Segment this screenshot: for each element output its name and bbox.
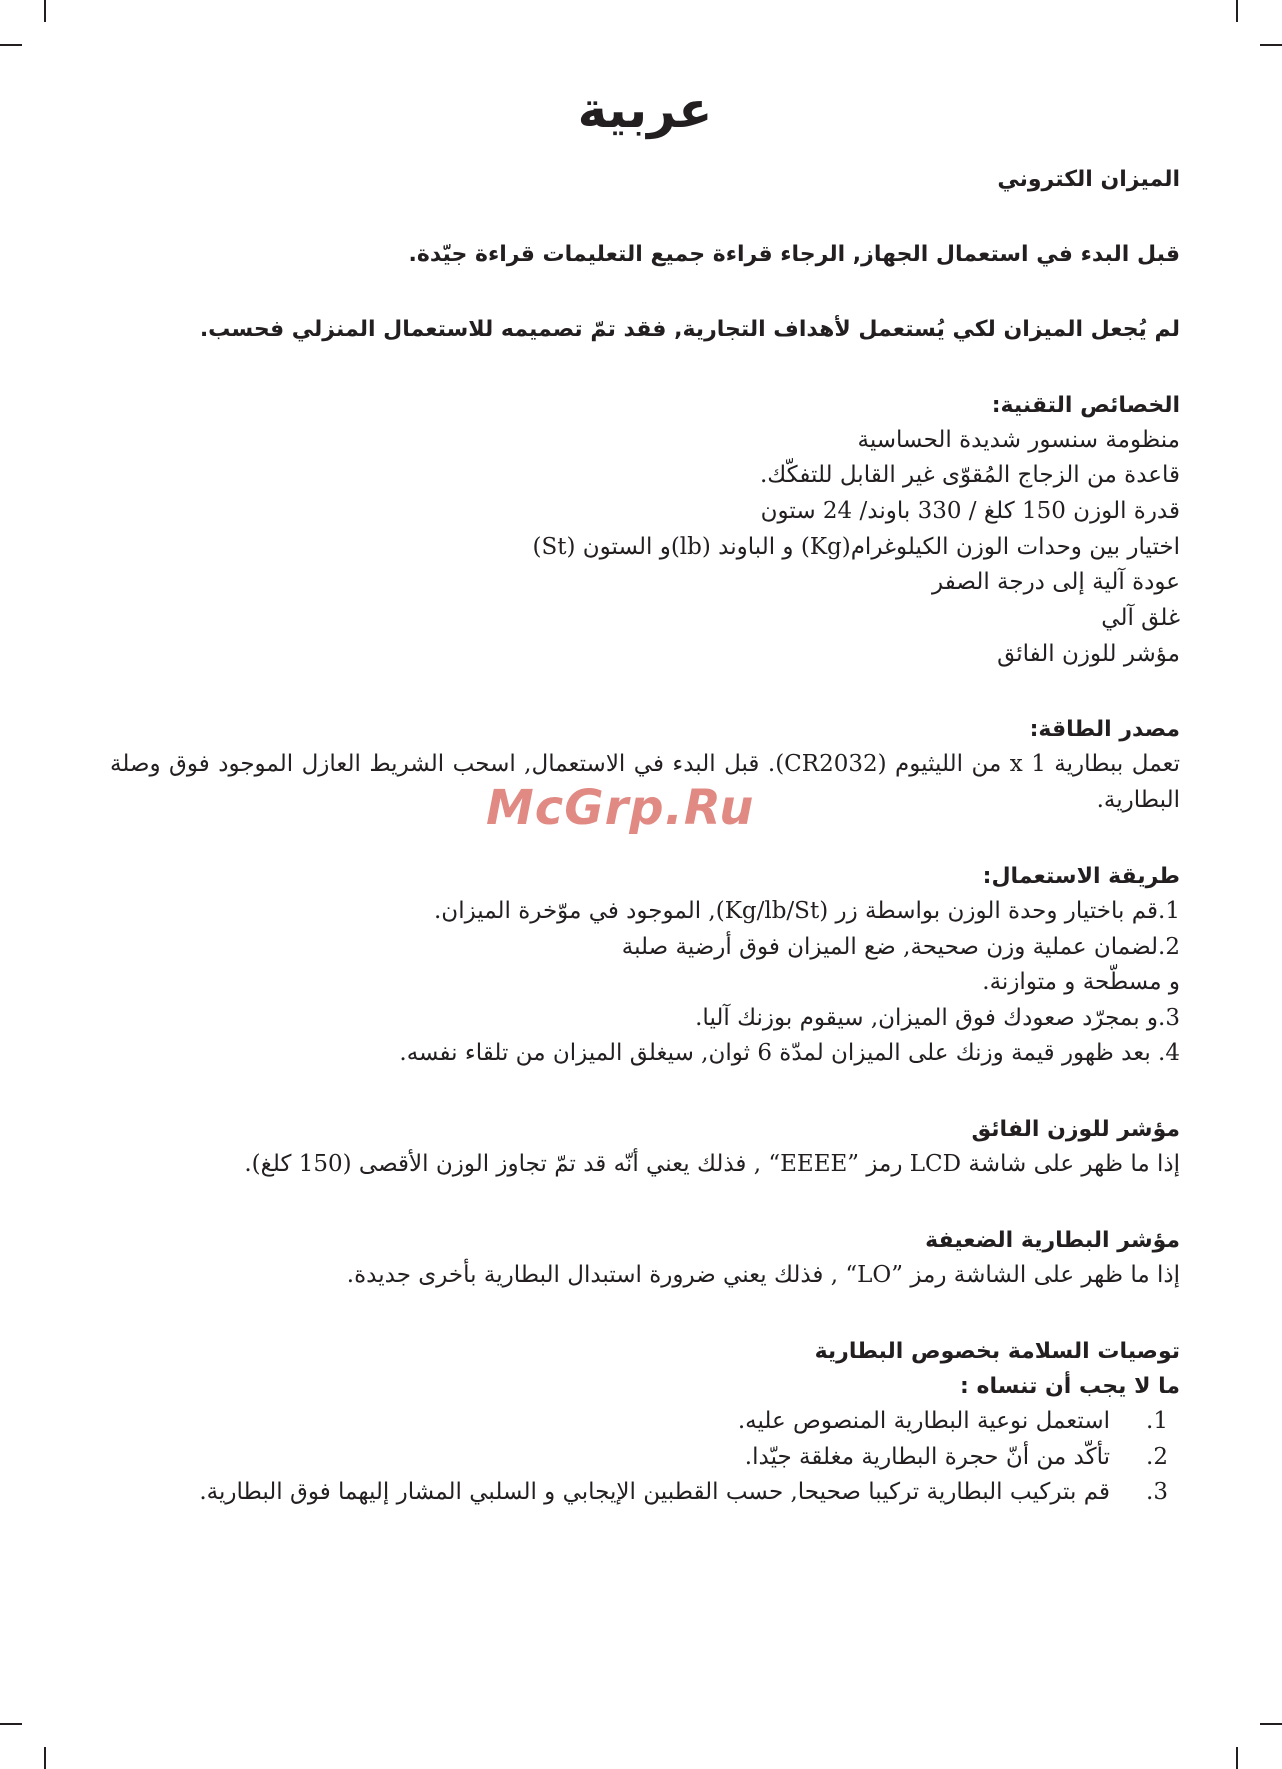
crop-mark — [1260, 1723, 1282, 1725]
spec-item: قاعدة من الزجاج المُقوّى غير القابل للتفكّك. — [759, 462, 1180, 489]
spec-item: عودة آلية إلى درجة الصفر — [932, 569, 1180, 596]
spec-item: مؤشر للوزن الفائق — [997, 640, 1180, 667]
page-title: عربية — [577, 81, 713, 139]
list-number: 1. — [1146, 1408, 1168, 1435]
usage-step: 4. بعد ظهور قيمة وزنك على الميزان لمدّة 6 ثوان, سيغلق الميزان من تلقاء نفسه. — [399, 1040, 1180, 1067]
list-item — [110, 1440, 1180, 1476]
reading-notice: قبل البدء في استعمال الجهاز, الرجاء قراءة جميع التعليمات قراءة جيّدة. — [408, 242, 1180, 268]
household-use-notice: لم يُجعل الميزان لكي يُستعمل لأهداف التجارية, فقد تمّ تصميمه للاستعمال المنزلي فحسب. — [199, 317, 1180, 343]
safety-subheading: ما لا يجب أن تنساه : — [960, 1373, 1180, 1399]
overload-section — [110, 1112, 1180, 1183]
product-name: الميزان الكتروني — [997, 167, 1180, 192]
battery-safety-section — [110, 1334, 1180, 1511]
list-text: استعمل نوعية البطارية المنصوص عليه. — [737, 1408, 1110, 1435]
power-section — [110, 712, 1180, 818]
list-text: تأكّد من أنّ حجرة البطارية مغلقة جيّدا. — [744, 1443, 1110, 1470]
list-item — [110, 1404, 1180, 1440]
low-battery-text: إذا ما ظهر على الشاشة رمز ”LO“ , فذلك يعني ضرورة استبدال البطارية بأخرى جديدة. — [346, 1262, 1180, 1289]
specs-heading: الخصائص التقنية: — [991, 392, 1180, 418]
usage-step: 3.و بمجرّد صعودك فوق الميزان, سيقوم بوزنك آليا. — [695, 1004, 1180, 1031]
crop-mark — [44, 1747, 46, 1769]
usage-heading: طريقة الاستعمال: — [982, 863, 1180, 889]
usage-step: 2.لضمان عملية وزن صحيحة, ضع الميزان فوق أرضية صلبة — [621, 933, 1180, 960]
safety-heading: توصيات السلامة بخصوص البطارية — [814, 1338, 1180, 1364]
power-heading: مصدر الطاقة: — [1029, 717, 1180, 743]
usage-step: 1.قم باختيار وحدة الوزن بواسطة زر (Kg/lb/St), الموجود في موّخرة الميزان. — [434, 897, 1180, 924]
list-item — [110, 1475, 1180, 1511]
spec-item: قدرة الوزن 150 كلغ / 330 باوند/ 24 ستون — [760, 498, 1180, 525]
safety-list — [110, 1404, 1180, 1511]
watermark: McGrp.Ru — [486, 780, 755, 836]
list-number: 3. — [1146, 1479, 1168, 1506]
power-text: تعمل ببطارية 1 x من الليثيوم (CR2032). قبل البدء في الاستعمال, اسحب الشريط العازل الموجود فوق وصلة البطارية. — [110, 751, 1180, 814]
crop-mark — [0, 44, 22, 46]
spec-item: غلق آلي — [1101, 604, 1180, 631]
usage-section — [110, 859, 1180, 1072]
usage-step: و مسطّحة و متوازنة. — [982, 969, 1180, 996]
list-text: قم بتركيب البطارية تركيبا صحيحا, حسب القطبين الإيجابي و السلبي المشار إليهما فوق البطارية. — [199, 1479, 1110, 1506]
crop-mark — [1236, 0, 1238, 22]
specs-section — [110, 388, 1180, 673]
overload-heading: مؤشر للوزن الفائق — [971, 1117, 1180, 1143]
crop-mark — [44, 0, 46, 22]
overload-text: إذا ما ظهر على شاشة LCD رمز ”EEEE“ , فذلك يعني أنّه قد تمّ تجاوز الوزن الأقصى (150 كلغ). — [244, 1151, 1180, 1178]
low-battery-heading: مؤشر البطارية الضعيفة — [925, 1227, 1180, 1253]
crop-mark — [1236, 1747, 1238, 1769]
low-battery-section — [110, 1223, 1180, 1294]
spec-item: اختيار بين وحدات الوزن الكيلوغرام(Kg) و الباوند (lb)و الستون (St) — [532, 533, 1180, 560]
crop-mark — [1260, 44, 1282, 46]
crop-mark — [0, 1723, 22, 1725]
spec-item: منظومة سنسور شديدة الحساسية — [857, 426, 1180, 453]
manual-content — [110, 80, 1180, 1511]
list-number: 2. — [1146, 1443, 1168, 1470]
